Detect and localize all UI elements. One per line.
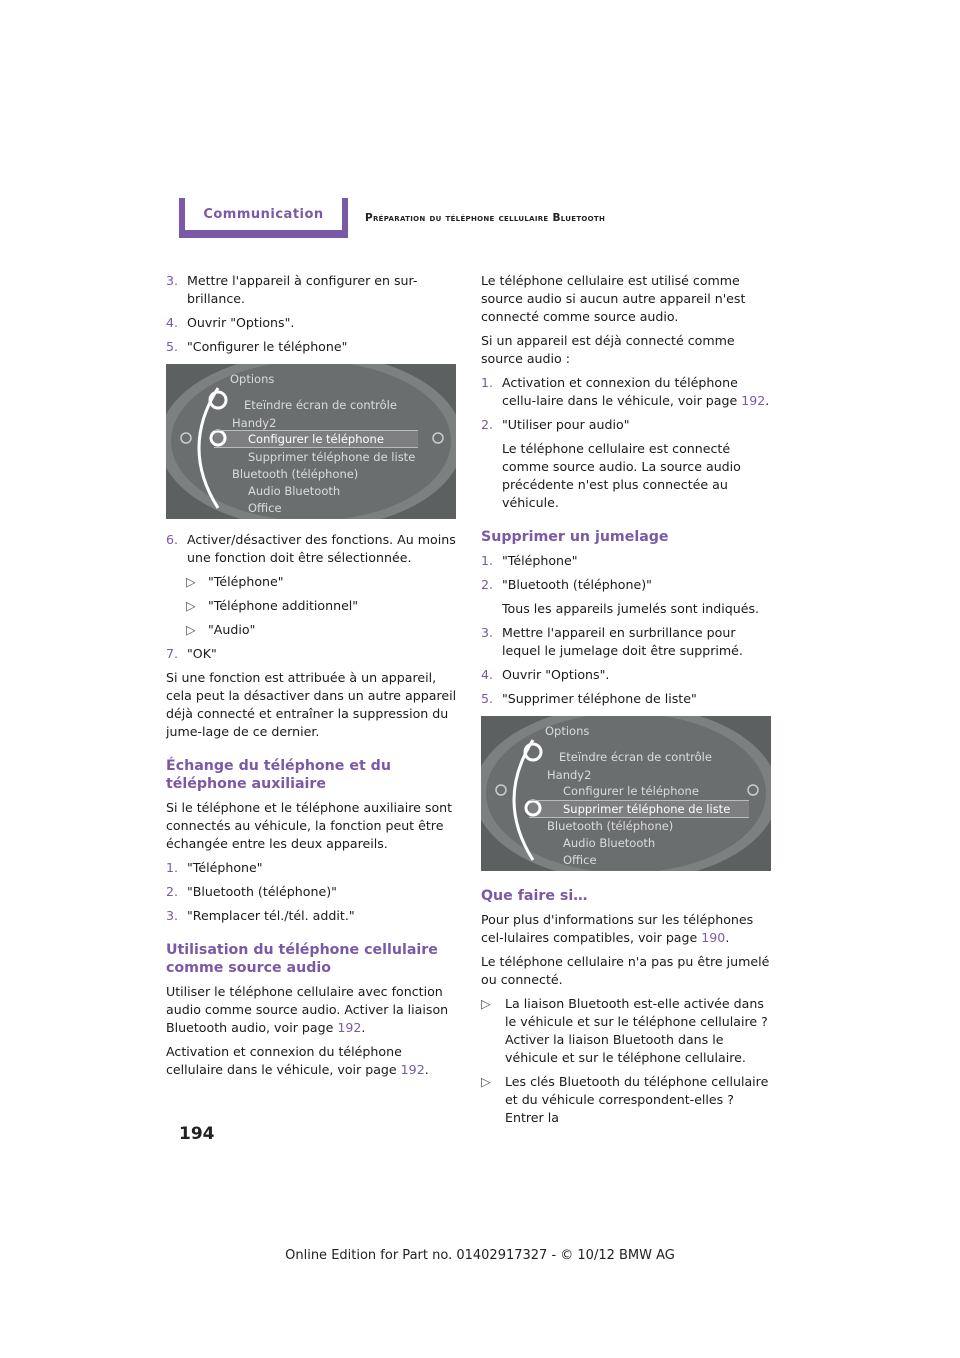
step-7: 7. "OK"	[166, 646, 217, 661]
paragraph: Si une fonction est attribuée à un appareil, cela peut la désactiver dans un autre appareil déjà connecté et entraîner la suppression du jume-lage de ce dernier.	[166, 670, 457, 739]
page-link[interactable]: 190	[701, 930, 726, 945]
list-item: 3. Mettre l'appareil en surbrillance pour lequel le jumelage doit être supprimé.	[481, 625, 743, 658]
paragraph: Le téléphone cellulaire est utilisé comme source audio si aucun autre appareil n'est connecté comme source audio.	[481, 273, 746, 324]
list-item: 2. "Bluetooth (téléphone)"	[481, 577, 652, 592]
screen-item: Supprimer téléphone de liste	[563, 802, 731, 816]
heading-what: Que faire si…	[481, 888, 588, 904]
list-item: 2. "Bluetooth (téléphone)"	[166, 884, 337, 899]
screen-item: Bluetooth (téléphone)	[547, 819, 674, 833]
bullet-item: ▷ Les clés Bluetooth du téléphone cellulaire et du véhicule correspondent-elles ? Entrer la	[481, 1074, 769, 1125]
screen-item: Handy2	[547, 768, 592, 782]
paragraph: Le téléphone cellulaire n'a pas pu être jumelé ou connecté.	[481, 954, 770, 987]
heading-delete: Supprimer un jumelage	[481, 529, 669, 545]
paragraph: Pour plus d'informations sur les téléphones cel-lulaires compatibles, voir page 190.	[481, 912, 754, 945]
bullet-item: ▷ "Téléphone additionnel"	[186, 598, 359, 613]
chapter-tab	[179, 198, 348, 238]
screen-title: Options	[230, 372, 275, 386]
footer: Online Edition for Part no. 01402917327 - © 10/12 BMW AG	[285, 1248, 675, 1263]
heading-exchange: Échange du téléphone et du téléphone auxiliaire	[166, 758, 391, 792]
heading-audio: Utilisation du téléphone cellulaire comme source audio	[166, 942, 438, 976]
list-item: 2. "Utiliser pour audio"	[481, 417, 630, 432]
screen-item: Audio Bluetooth	[563, 836, 656, 850]
bullet-item: ▷ "Audio"	[186, 622, 256, 637]
section-title: Préparation du téléphone cellulaire Bluetooth	[365, 212, 606, 224]
list-item-note: Le téléphone cellulaire est connecté comme source audio. La source audio précédente n'est plus connectée au véhicule.	[502, 441, 741, 510]
page-link[interactable]: 192	[741, 393, 766, 408]
bullet-item: ▷ La liaison Bluetooth est-elle activée dans le véhicule et sur le téléphone cellulaire ? Activer la liaison Bluetooth dans le véhicule et sur le téléphone cellulaire.	[481, 996, 768, 1065]
paragraph: Si le téléphone et le téléphone auxiliaire sont connectés au véhicule, la fonction peut être échangée entre les deux appareils.	[166, 800, 453, 851]
page-number: 194	[179, 1124, 215, 1144]
screen-item: Audio Bluetooth	[248, 484, 341, 498]
screen-item: Eteïndre écran de contrôle	[559, 750, 712, 764]
screen-configure	[166, 364, 456, 519]
list-item: 4. Ouvrir "Options".	[481, 667, 610, 682]
screen-title: Options	[545, 724, 590, 738]
screen-item: Handy2	[232, 416, 277, 430]
paragraph: Utiliser le téléphone cellulaire avec fonction audio comme source audio. Activer la liaison Bluetooth audio, voir page 192.	[166, 984, 449, 1035]
step-4: 4. Ouvrir "Options".	[166, 315, 295, 330]
page-link[interactable]: 192	[337, 1020, 362, 1035]
page-link[interactable]: 192	[400, 1062, 425, 1077]
screen-item: Bluetooth (téléphone)	[232, 467, 359, 481]
list-item: 1. Activation et connexion du téléphone cellu-laire dans le véhicule, voir page 192.	[481, 375, 770, 408]
triangle-right-icon: ▷	[186, 622, 196, 637]
list-item: 5. "Supprimer téléphone de liste"	[481, 691, 697, 706]
screen-item: Configurer le téléphone	[563, 784, 699, 798]
step-6: 6. Activer/désactiver des fonctions. Au moins une fonction doit être sélectionnée.	[166, 532, 456, 565]
list-item-note: Tous les appareils jumelés sont indiqués.	[502, 601, 760, 616]
triangle-right-icon: ▷	[481, 1074, 491, 1089]
step-3: 3. Mettre l'appareil à configurer en sur-brillance.	[166, 273, 418, 306]
step-5: 5. "Configurer le téléphone"	[166, 339, 348, 354]
paragraph: Activation et connexion du téléphone cellulaire dans le véhicule, voir page 192.	[166, 1044, 429, 1077]
list-item: 1. "Téléphone"	[166, 860, 263, 875]
paragraph: Si un appareil est déjà connecté comme source audio :	[481, 333, 735, 366]
list-item: 3. "Remplacer tél./tél. addit."	[166, 908, 355, 923]
right-column	[481, 272, 775, 1133]
screen-item: Office	[563, 853, 597, 867]
chapter-tab-label: Communication	[185, 198, 342, 230]
triangle-right-icon: ▷	[186, 598, 196, 613]
screen-item: Configurer le téléphone	[248, 432, 384, 446]
screen-item: Eteïndre écran de contrôle	[244, 398, 397, 412]
triangle-right-icon: ▷	[186, 574, 196, 589]
screen-delete	[481, 716, 771, 871]
left-column	[166, 272, 458, 1085]
screen-item: Office	[248, 501, 282, 515]
list-item: 1. "Téléphone"	[481, 553, 578, 568]
screen-item: Supprimer téléphone de liste	[248, 450, 416, 464]
triangle-right-icon: ▷	[481, 996, 491, 1011]
bullet-item: ▷ "Téléphone"	[186, 574, 284, 589]
